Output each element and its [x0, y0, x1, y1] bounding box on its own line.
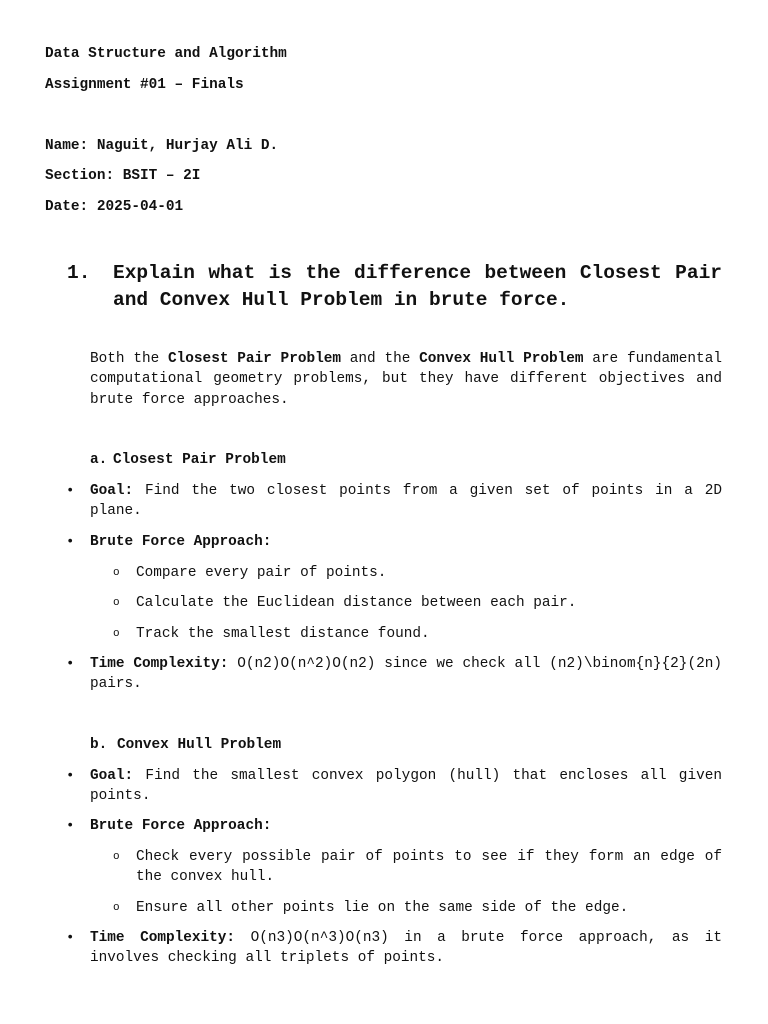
sub-bullet-marker: o [113, 902, 120, 914]
section-a-goal-label: Goal: [90, 483, 134, 499]
submission-date: Date: 2025-04-01 [45, 199, 184, 215]
student-name: Name: Naguit, Hurjay Ali D. [45, 138, 279, 154]
section-b-goal-label: Goal: [90, 768, 134, 784]
intro-text-1: Both the [90, 351, 169, 367]
section-b-time-text: O(n3)O(n^3)O(n3) in a brute force approach, as it involves checking all triplets of points. [90, 930, 722, 967]
section-a-approach-label: Brute Force Approach: [90, 534, 272, 550]
section-b-approach-label: Brute Force Approach: [90, 818, 272, 834]
section-a-step: Track the smallest distance found. [136, 626, 430, 642]
section-b-time-complexity [90, 928, 722, 969]
sub-bullet-marker: o [113, 597, 120, 609]
section-b-goal-text: Find the smallest convex polygon (hull) that encloses all given points. [90, 768, 722, 805]
student-section: Section: BSIT – 2I [45, 168, 201, 184]
section-a-step: Calculate the Euclidean distance between each pair. [136, 595, 577, 611]
section-b-goal [90, 766, 722, 807]
intro-term-convex-hull: Convex Hull Problem [419, 351, 584, 367]
section-b-letter: b. [90, 737, 108, 753]
intro-term-closest-pair: Closest Pair Problem [168, 351, 342, 367]
question-text: Explain what is the difference between Closest Pair and Convex Hull Problem in brute force. [113, 262, 722, 311]
section-b-title: Convex Hull Problem [117, 737, 282, 753]
section-a-goal [90, 481, 722, 522]
bullet-marker: • [66, 768, 75, 784]
section-a-goal-text: Find the two closest points from a given set of points in a 2D plane. [90, 483, 722, 520]
sub-bullet-marker: o [113, 628, 120, 640]
bullet-marker: • [66, 930, 75, 946]
intro-text-3: are fundamental computational geometry problems, but they have different objectives and brute force approaches. [90, 351, 722, 408]
assignment-title: Assignment #01 – Finals [45, 77, 244, 93]
section-a-time-complexity [90, 654, 722, 695]
bullet-marker: • [66, 483, 75, 499]
bullet-marker: • [66, 656, 75, 672]
section-a-time-label: Time Complexity: [90, 656, 229, 672]
section-a-step: Compare every pair of points. [136, 565, 387, 581]
intro-text-2: and the [341, 351, 420, 367]
section-a-title: Closest Pair Problem [113, 452, 286, 468]
question-number: 1. [67, 262, 91, 284]
course-title: Data Structure and Algorithm [45, 46, 287, 62]
section-b-time-label: Time Complexity: [90, 930, 236, 946]
bullet-marker: • [66, 534, 75, 550]
sub-bullet-marker: o [113, 567, 120, 579]
section-b-step: Ensure all other points lie on the same side of the edge. [136, 900, 629, 916]
section-a-letter: a. [90, 452, 108, 468]
intro-paragraph [90, 349, 722, 410]
section-b-step: Check every possible pair of points to see if they form an edge of the convex hull. [136, 849, 722, 886]
bullet-marker: • [66, 818, 75, 834]
section-a-time-text: O(n2)O(n^2)O(n2) since we check all (n2)\binom{n}{2}(2n) pairs. [90, 656, 722, 693]
sub-bullet-marker: o [113, 851, 120, 863]
